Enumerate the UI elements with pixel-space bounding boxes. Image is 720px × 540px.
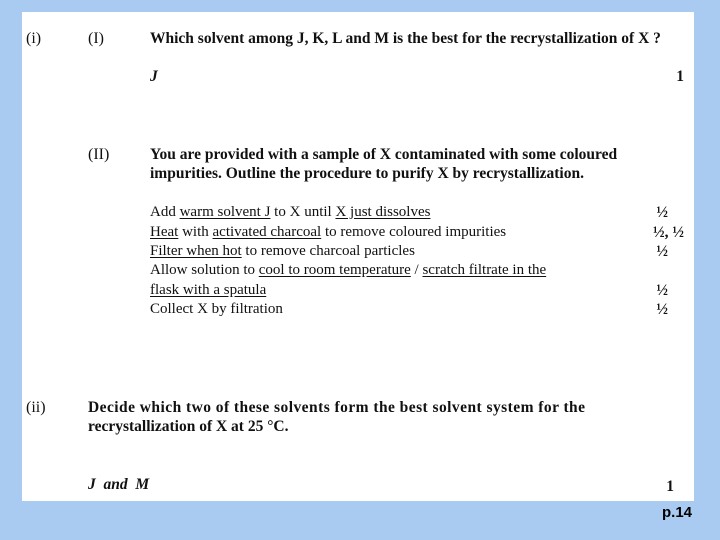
procedure-step-1 <box>150 204 430 221</box>
step-text: Allow solution to <box>150 262 259 278</box>
answer-sheet <box>22 12 694 501</box>
step-keyword: Filter when hot <box>150 243 242 259</box>
step-keyword: scratch filtrate in the <box>422 262 547 278</box>
step-keyword: activated charcoal <box>212 224 322 240</box>
step-keyword: warm solvent J <box>179 204 271 220</box>
procedure-step-3 <box>150 243 415 260</box>
question-i-II-line2: impurities. Outline the procedure to purify X by recrystallization. <box>150 165 584 182</box>
mark-i-I: 1 <box>676 68 684 85</box>
step-keyword: flask with a spatula <box>150 282 267 298</box>
part-i-label: (i) <box>26 30 42 47</box>
page-number: p.14 <box>661 504 692 521</box>
procedure-step-6 <box>150 301 283 318</box>
procedure-step-5 <box>150 282 266 299</box>
step-keyword: X just dissolves <box>335 204 431 220</box>
step-text: to <box>270 204 290 220</box>
mark-step-3: ½ <box>656 243 668 260</box>
step-keyword: Heat <box>150 224 179 240</box>
mark-ii: 1 <box>666 478 674 495</box>
mark-step-5: ½ <box>656 282 668 299</box>
procedure-step-4 <box>150 262 546 279</box>
step-text: X <box>289 204 301 220</box>
sub-II-label: (II) <box>88 146 110 163</box>
step-text: with <box>178 224 213 240</box>
step-keyword: cool to room temperature <box>258 262 411 278</box>
step-text: to remove coloured impurities <box>321 224 507 240</box>
mark-step-1: ½ <box>656 204 668 221</box>
part-ii-label: (ii) <box>26 399 46 416</box>
step-text: until <box>300 204 336 220</box>
question-i-II-line1: You are provided with a sample of X contaminated with some coloured <box>150 146 618 163</box>
answer-ii: J and M <box>88 476 150 493</box>
question-i-I: Which solvent among J, K, L and M is the best for the recrystallization of X ? <box>150 30 661 47</box>
step-text: / <box>410 262 423 278</box>
step-text: Collect X by filtration <box>150 301 283 317</box>
mark-step-2: ½, ½ <box>653 224 684 241</box>
step-text: to remove charcoal particles <box>241 243 415 259</box>
answer-i-I: J <box>150 68 158 85</box>
sub-I-label: (I) <box>88 30 104 47</box>
question-ii-line1: Decide which two of these solvents form the best solvent system for the <box>88 399 586 416</box>
step-text: Add <box>150 204 180 220</box>
question-ii-line2: recrystallization of X at 25 °C. <box>88 418 289 435</box>
procedure-step-2 <box>150 224 506 241</box>
mark-step-6: ½ <box>656 301 668 318</box>
